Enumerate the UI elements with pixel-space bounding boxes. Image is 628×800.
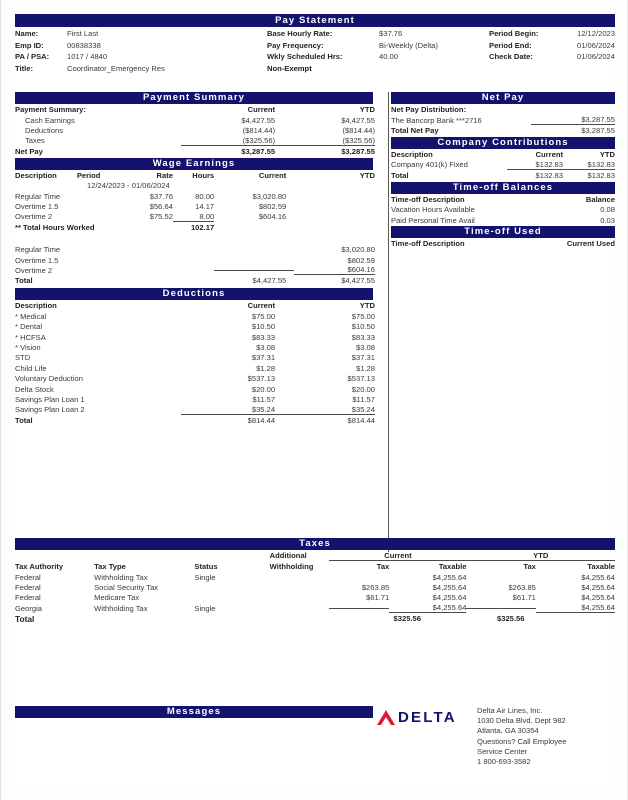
taxes-ytd-group-header: YTD <box>466 551 615 561</box>
timeoff-used-desc-header: Time-off Description <box>391 239 465 249</box>
total-label: Total <box>15 415 33 425</box>
row-current: $35.24 <box>181 405 283 415</box>
row-description: Savings Plan Loan 1 <box>15 394 85 404</box>
left-column <box>15 92 375 425</box>
row-ytd: $11.57 <box>352 394 375 404</box>
row-ytd: $537.13 <box>347 374 375 384</box>
taxes-column-headers <box>15 561 615 572</box>
row-balance: 0.03 <box>600 215 615 225</box>
table-row <box>15 353 375 363</box>
info-row <box>15 40 615 52</box>
row-current: $3,020.80 <box>252 191 287 201</box>
timeoff-balances-column-headers <box>391 194 615 205</box>
total-current: $3,287.55 <box>241 146 276 156</box>
row-spacer <box>214 270 294 271</box>
wage-period-range: 12/24/2023 - 01/06/2024 <box>87 181 170 191</box>
row-description: STD <box>15 353 31 363</box>
pay-frequency-label: Pay Frequency: <box>267 40 324 50</box>
table-row <box>15 115 375 125</box>
name-label: Name: <box>15 29 39 39</box>
row-description: Overtime 1.5 <box>15 255 59 265</box>
row-description: Company 401(k) Fixed <box>391 160 468 170</box>
row-taxable: $4,255.64 <box>389 603 466 613</box>
row-description: Voluntary Deduction <box>15 374 83 384</box>
pay-frequency-value: Bi-Weekly (Delta) <box>379 40 438 50</box>
table-row <box>15 125 375 135</box>
row-current: ($814.44) <box>242 126 276 136</box>
wage-earnings-header: Wage Earnings <box>15 158 373 170</box>
row-ytd-taxable: $4,255.64 <box>581 572 615 582</box>
table-row <box>15 384 375 394</box>
row-description: * Dental <box>15 322 43 332</box>
delta-widget-icon <box>377 710 395 725</box>
table-row <box>15 373 375 383</box>
timeoff-used-column-headers <box>391 238 615 249</box>
row-description: Cash Earnings <box>25 115 75 125</box>
table-row <box>391 215 615 225</box>
row-ytd: $4,427.55 <box>341 115 375 125</box>
timeoff-balance-header: Balance <box>585 194 615 204</box>
info-row <box>15 28 615 40</box>
timeoff-used-header: Time-off Used <box>391 226 615 238</box>
row-ytd: $10.50 <box>351 322 375 332</box>
exempt-status-label: Non-Exempt <box>267 63 312 73</box>
payment-summary-ytd-header: YTD <box>359 105 375 114</box>
table-row <box>15 405 375 415</box>
deductions-current-header: Current <box>247 301 276 311</box>
check-date-label: Check Date: <box>489 52 533 62</box>
name-value: First Last <box>67 29 99 39</box>
total-label: Total <box>15 613 35 624</box>
wage-ytd-header: YTD <box>359 170 375 180</box>
row-description: * Vision <box>15 342 41 352</box>
statement-sheet <box>15 14 615 786</box>
taxes-current-group-header: Current <box>329 551 466 561</box>
deductions-desc-header: Description <box>15 301 57 311</box>
employee-info-block <box>15 28 615 74</box>
total-ytd: $814.44 <box>347 415 375 425</box>
row-ytd: $3,020.80 <box>341 245 375 255</box>
table-row <box>15 603 615 613</box>
row-tax: $61.71 <box>366 593 390 603</box>
base-hourly-rate-value: $37.76 <box>379 29 403 39</box>
tax-authority-header: Tax Authority <box>15 562 64 571</box>
timeoff-desc-header: Time-off Description <box>391 194 465 204</box>
title-value: Coordinator_Emergency Res <box>67 63 165 73</box>
row-current: $37.31 <box>251 353 276 363</box>
period-begin-value: 12/12/2023 <box>576 29 615 39</box>
total-tax: $325.56 <box>393 614 421 624</box>
row-hours: 80.00 <box>195 191 215 201</box>
contrib-ytd-header: YTD <box>599 149 615 159</box>
row-description: * Medical <box>15 311 47 321</box>
row-ytd-taxable: $4,255.64 <box>581 583 615 593</box>
total-ytd-tax: $325.56 <box>497 614 525 624</box>
check-date-value: 01/06/2024 <box>576 52 615 62</box>
row-type: Withholding Tax <box>94 603 148 613</box>
pa-psa-label: PA / PSA: <box>15 52 50 62</box>
total-label: Net Pay <box>15 146 43 156</box>
table-row <box>15 332 375 342</box>
row-current: $75.00 <box>251 311 276 321</box>
row-description: The Bancorp Bank ***2716 <box>391 115 482 125</box>
net-pay-distribution-label-row <box>391 104 615 115</box>
row-current: $802.59 <box>258 202 287 212</box>
total-hours-row <box>15 222 375 232</box>
base-hourly-rate-label: Base Hourly Rate: <box>267 29 333 39</box>
row-taxable: $4,255.64 <box>432 583 467 593</box>
messages-section <box>15 706 373 781</box>
table-row <box>391 205 615 215</box>
total-current: $132.83 <box>535 170 563 180</box>
company-contributions-header: Company Contributions <box>391 137 615 149</box>
emp-id-label: Emp ID: <box>15 40 44 50</box>
net-pay-distribution-label: Net Pay Distribution: <box>391 105 467 114</box>
row-current: $132.83 <box>507 160 563 170</box>
wage-period-row <box>15 181 375 191</box>
row-status: Single <box>194 603 216 613</box>
row-ytd: $1.28 <box>355 363 375 373</box>
address-line: Delta Air Lines, Inc. <box>477 706 543 715</box>
title-label: Title: <box>15 63 34 73</box>
table-row <box>15 342 375 352</box>
total-current: $814.44 <box>247 415 276 425</box>
messages-body <box>15 718 373 781</box>
tax-ytd-taxable-header: Taxable <box>587 562 615 571</box>
deductions-total-row <box>15 415 375 425</box>
tax-type-header: Tax Type <box>94 562 126 571</box>
wkly-scheduled-hrs-value: 40.00 <box>379 52 399 62</box>
net-pay-total-row <box>391 125 615 135</box>
row-ytd: $20.00 <box>351 384 375 394</box>
column-divider <box>388 92 389 552</box>
additional-withholding-header-line2: Withholding <box>269 562 314 571</box>
company-address <box>477 706 566 767</box>
row-current: $3.08 <box>256 342 276 352</box>
table-row <box>15 363 375 373</box>
row-description: Delta Stock <box>15 384 54 394</box>
right-column <box>391 92 615 249</box>
row-description: Child Life <box>15 363 47 373</box>
row-ytd-tax: $61.71 <box>512 593 536 603</box>
payment-summary-current-header: Current <box>247 105 276 114</box>
row-status: Single <box>194 572 216 582</box>
tax-status-header: Status <box>194 562 218 571</box>
row-description: Regular Time <box>15 245 61 255</box>
row-ytd: $132.83 <box>563 160 615 170</box>
address-line: Questions? Call Employee <box>477 736 567 746</box>
taxes-group-headers <box>15 550 615 561</box>
table-row <box>15 255 375 265</box>
table-row <box>15 265 375 275</box>
period-begin-label: Period Begin: <box>489 29 539 39</box>
row-authority: Federal <box>15 572 41 582</box>
wage-earnings-column-headers <box>15 170 375 181</box>
row-hours: 8.00 <box>173 212 214 222</box>
row-description: Paid Personal Time Avail <box>391 215 475 225</box>
row-ytd-tax <box>466 608 535 609</box>
row-ytd: $37.31 <box>351 353 375 363</box>
row-ytd-taxable: $4,255.64 <box>581 593 615 603</box>
row-taxable: $4,255.64 <box>432 593 467 603</box>
row-ytd-taxable: $4,255.64 <box>536 603 615 613</box>
additional-withholding-header-line1: Additional <box>269 551 307 560</box>
net-pay-header: Net Pay <box>391 92 615 104</box>
timeoff-balances-header: Time-off Balances <box>391 182 615 194</box>
row-ytd: $604.16 <box>294 265 375 275</box>
total-hours-value: 102.17 <box>190 222 215 232</box>
total-label: Total <box>391 170 409 180</box>
row-authority: Federal <box>15 583 41 593</box>
wage-total-row <box>15 276 375 286</box>
row-current: $10.50 <box>251 322 276 332</box>
table-row <box>15 582 615 592</box>
wage-period-header: Period <box>76 170 101 180</box>
table-row <box>15 311 375 321</box>
delta-wordmark: DELTA <box>398 709 457 726</box>
contrib-desc-header: Description <box>391 149 433 159</box>
company-contributions-column-headers <box>391 149 615 160</box>
wage-current-header: Current <box>258 170 287 180</box>
row-authority: Georgia <box>15 603 43 613</box>
address-line: 1030 Delta Blvd. Dept 982 <box>477 716 566 726</box>
row-description: Taxes <box>25 136 45 146</box>
info-row <box>15 63 615 75</box>
row-description: Overtime 2 <box>15 212 53 222</box>
total-ytd: $4,427.55 <box>341 276 375 286</box>
row-balance: 0.08 <box>600 205 615 215</box>
row-type: Withholding Tax <box>94 572 148 582</box>
row-type: Medicare Tax <box>94 593 140 603</box>
table-row <box>15 572 615 582</box>
period-end-label: Period End: <box>489 40 532 50</box>
row-ytd: $75.00 <box>351 311 375 321</box>
period-end-value: 01/06/2024 <box>576 40 615 50</box>
row-description: Overtime 1.5 <box>15 202 59 212</box>
phone-number: 1 800-693-3582 <box>477 757 531 767</box>
row-description: Vacation Hours Available <box>391 205 475 215</box>
row-current: $604.16 <box>258 212 287 222</box>
row-hours: 14.17 <box>195 202 215 212</box>
company-contributions-total-row <box>391 170 615 180</box>
tax-current-taxable-header: Taxable <box>438 562 467 571</box>
deductions-ytd-header: YTD <box>359 301 375 311</box>
row-ytd-tax: $263.85 <box>508 583 536 593</box>
table-row <box>15 136 375 146</box>
row-description: Savings Plan Loan 2 <box>15 405 85 415</box>
payment-summary-total-row <box>15 146 375 156</box>
row-rate: $75.52 <box>149 212 173 222</box>
row-ytd: $802.59 <box>347 255 375 265</box>
page-title: Pay Statement <box>15 14 615 27</box>
taxes-section <box>15 538 615 624</box>
timeoff-used-current-header: Current Used <box>566 239 615 249</box>
row-description: Regular Time <box>15 191 61 201</box>
row-amount: $3,287.55 <box>531 115 615 125</box>
wkly-scheduled-hrs-label: Wkly Scheduled Hrs: <box>267 52 343 62</box>
row-rate: $56.64 <box>149 202 173 212</box>
tax-ytd-tax-header: Tax <box>523 562 536 571</box>
row-current: $20.00 <box>251 384 276 394</box>
row-current: $1.28 <box>256 363 276 373</box>
info-row <box>15 51 615 63</box>
deductions-column-headers <box>15 300 375 311</box>
footer-section <box>377 706 615 767</box>
address-line: Atlanta, GA 30354 <box>477 726 539 736</box>
wage-desc-header: Description <box>15 170 57 180</box>
row-type: Social Security Tax <box>94 583 159 593</box>
total-current: $4,427.55 <box>252 276 287 286</box>
row-tax: $263.85 <box>361 583 390 593</box>
messages-header: Messages <box>15 706 373 718</box>
row-current: $537.13 <box>247 374 276 384</box>
taxes-header: Taxes <box>15 538 615 550</box>
row-taxable: $4,255.64 <box>432 572 467 582</box>
table-row <box>391 115 615 125</box>
total-amount: $3,287.55 <box>581 126 615 136</box>
table-row <box>15 321 375 331</box>
row-ytd: $3.08 <box>355 342 375 352</box>
emp-id-value: 00838338 <box>67 40 101 50</box>
table-row <box>15 212 375 222</box>
contrib-current-header: Current <box>535 149 563 159</box>
row-authority: Federal <box>15 593 41 603</box>
table-row <box>15 201 375 211</box>
total-hours-label: ** Total Hours Worked <box>15 222 95 232</box>
row-ytd: ($325.56) <box>283 136 375 146</box>
wage-hours-header: Hours <box>192 170 215 180</box>
payment-summary-column-headers <box>15 104 375 115</box>
table-row <box>15 191 375 201</box>
delta-logo <box>377 706 477 767</box>
taxes-total-row <box>15 614 615 624</box>
table-row <box>15 593 615 603</box>
wage-rate-header: Rate <box>156 170 173 180</box>
row-current: $11.57 <box>252 394 276 404</box>
total-ytd: $132.83 <box>587 170 615 180</box>
row-description: Deductions <box>25 126 63 136</box>
row-ytd: ($814.44) <box>342 126 375 136</box>
table-row <box>391 160 615 170</box>
deductions-header: Deductions <box>15 288 373 300</box>
payment-summary-desc-header: Payment Summary: <box>15 105 86 114</box>
address-line: Service Center <box>477 746 528 756</box>
table-row <box>15 394 375 404</box>
total-label: Total Net Pay <box>391 126 439 136</box>
row-current: $83.33 <box>251 332 276 342</box>
row-description: * HCFSA <box>15 332 46 342</box>
table-row <box>15 245 375 255</box>
row-tax <box>329 608 389 609</box>
pa-psa-value: 1017 / 4840 <box>67 52 108 62</box>
row-rate: $37.76 <box>149 191 173 201</box>
tax-current-tax-header: Tax <box>376 562 390 571</box>
row-ytd: $83.33 <box>351 332 375 342</box>
payment-summary-header: Payment Summary <box>15 92 373 104</box>
row-description: Overtime 2 <box>15 265 53 275</box>
total-ytd: $3,287.55 <box>341 146 375 156</box>
row-ytd: $35.24 <box>283 405 375 415</box>
row-current: $4,427.55 <box>241 115 276 125</box>
row-current: ($325.56) <box>181 136 283 146</box>
total-label: Total <box>15 276 33 286</box>
